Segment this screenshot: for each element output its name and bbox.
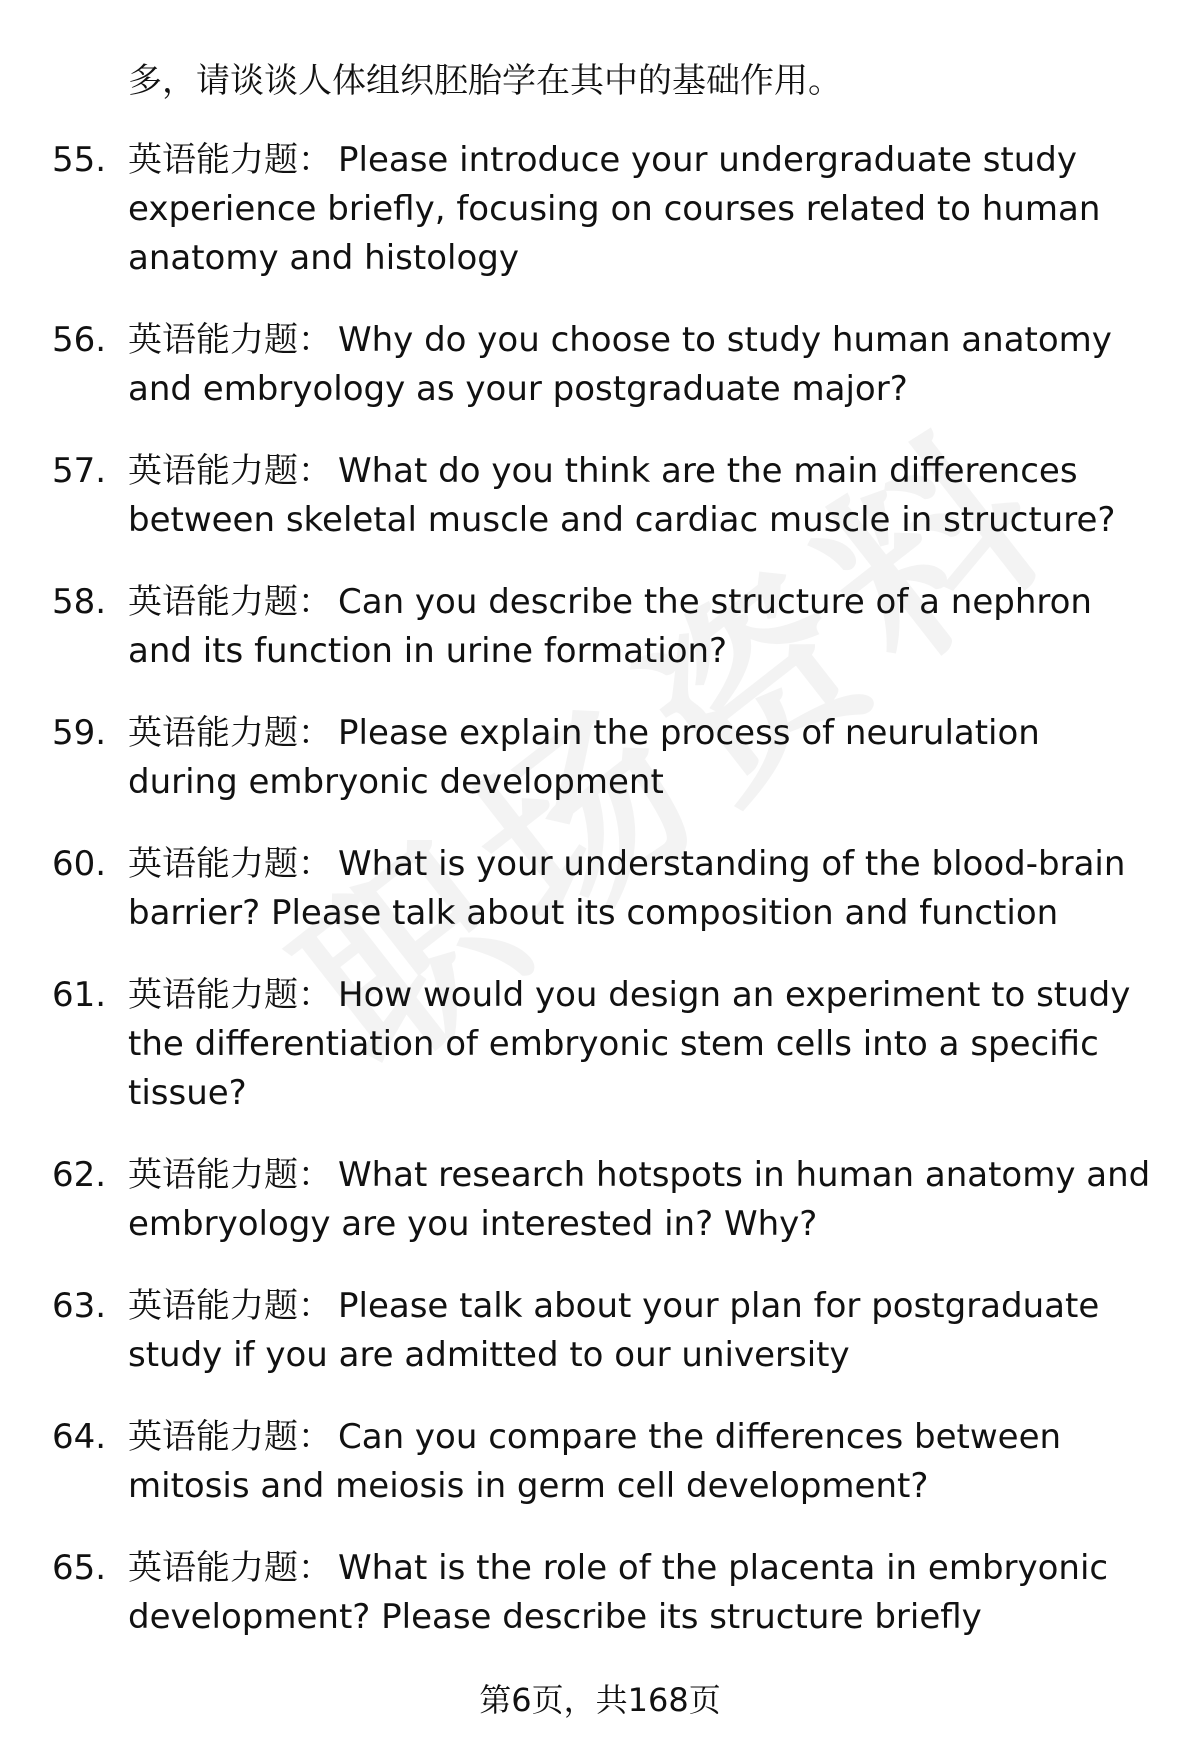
question-text: Please talk about your plan for postgraduate study if you are admitted to our university bbox=[128, 1286, 1100, 1375]
question-prefix: 英语能力题 bbox=[128, 320, 298, 360]
question-number: 63. bbox=[52, 1286, 107, 1326]
question-prefix: 英语能力题 bbox=[128, 140, 298, 180]
question-item bbox=[0, 1413, 1200, 1511]
question-number: 64. bbox=[52, 1417, 107, 1457]
question-item bbox=[0, 709, 1200, 807]
question-prefix: 英语能力题 bbox=[128, 1286, 298, 1326]
question-number: 62. bbox=[52, 1155, 107, 1195]
question-number: 61. bbox=[52, 975, 107, 1015]
question-item bbox=[0, 316, 1200, 414]
question-item bbox=[0, 1282, 1200, 1380]
question-list bbox=[0, 136, 1200, 1675]
question-prefix: 英语能力题 bbox=[128, 1548, 298, 1588]
question-prefix: 英语能力题 bbox=[128, 1417, 298, 1457]
question-separator: ： bbox=[298, 1286, 332, 1326]
question-text: Please introduce your undergraduate study experience briefly, focusing on courses related to human anatomy and histology bbox=[128, 140, 1101, 278]
question-prefix: 英语能力题 bbox=[128, 1155, 298, 1195]
question-separator: ： bbox=[298, 140, 332, 180]
question-separator: ： bbox=[298, 451, 332, 491]
question-item bbox=[0, 136, 1200, 283]
question-text: Can you compare the differences between mitosis and meiosis in germ cell development? bbox=[128, 1417, 1062, 1506]
question-item bbox=[0, 447, 1200, 545]
question-text: What research hotspots in human anatomy and embryology are you interested in? Why? bbox=[128, 1155, 1151, 1244]
question-text: What do you think are the main differences between skeletal muscle and cardiac muscle in structure? bbox=[128, 451, 1116, 540]
question-number: 65. bbox=[52, 1548, 107, 1588]
question-prefix: 英语能力题 bbox=[128, 844, 298, 884]
question-separator: ： bbox=[298, 1155, 332, 1195]
question-separator: ： bbox=[298, 1548, 332, 1588]
question-text: Can you describe the structure of a nephron and its function in urine formation? bbox=[128, 582, 1092, 671]
page-number-footer: 第6页，共168页 bbox=[479, 1681, 721, 1719]
question-prefix: 英语能力题 bbox=[128, 582, 298, 622]
question-separator: ： bbox=[298, 1417, 332, 1457]
question-number: 59. bbox=[52, 713, 107, 753]
question-separator: ： bbox=[298, 844, 332, 884]
question-item bbox=[0, 840, 1200, 938]
question-number: 56. bbox=[52, 320, 107, 360]
question-item bbox=[0, 971, 1200, 1118]
question-separator: ： bbox=[298, 713, 332, 753]
question-number: 55. bbox=[52, 140, 107, 180]
question-number: 57. bbox=[52, 451, 107, 491]
question-text: What is the role of the placenta in embryonic development? Please describe its structure briefly bbox=[128, 1548, 1109, 1637]
question-text: Please explain the process of neurulation during embryonic development bbox=[128, 713, 1040, 802]
question-item bbox=[0, 1151, 1200, 1249]
question-prefix: 英语能力题 bbox=[128, 975, 298, 1015]
question-number: 60. bbox=[52, 844, 107, 884]
continuation-text: 多，请谈谈人体组织胚胎学在其中的基础作用。 bbox=[128, 61, 842, 101]
question-number: 58. bbox=[52, 582, 107, 622]
question-text: How would you design an experiment to study the differentiation of embryonic stem cells into a specific tissue? bbox=[128, 975, 1131, 1113]
question-text: What is your understanding of the blood-brain barrier? Please talk about its composition and function bbox=[128, 844, 1126, 933]
question-text: Why do you choose to study human anatomy and embryology as your postgraduate major? bbox=[128, 320, 1112, 409]
question-item bbox=[0, 1544, 1200, 1642]
question-prefix: 英语能力题 bbox=[128, 451, 298, 491]
question-separator: ： bbox=[298, 320, 332, 360]
question-separator: ： bbox=[298, 975, 332, 1015]
question-separator: ： bbox=[298, 582, 332, 622]
question-item bbox=[0, 578, 1200, 676]
question-prefix: 英语能力题 bbox=[128, 713, 298, 753]
